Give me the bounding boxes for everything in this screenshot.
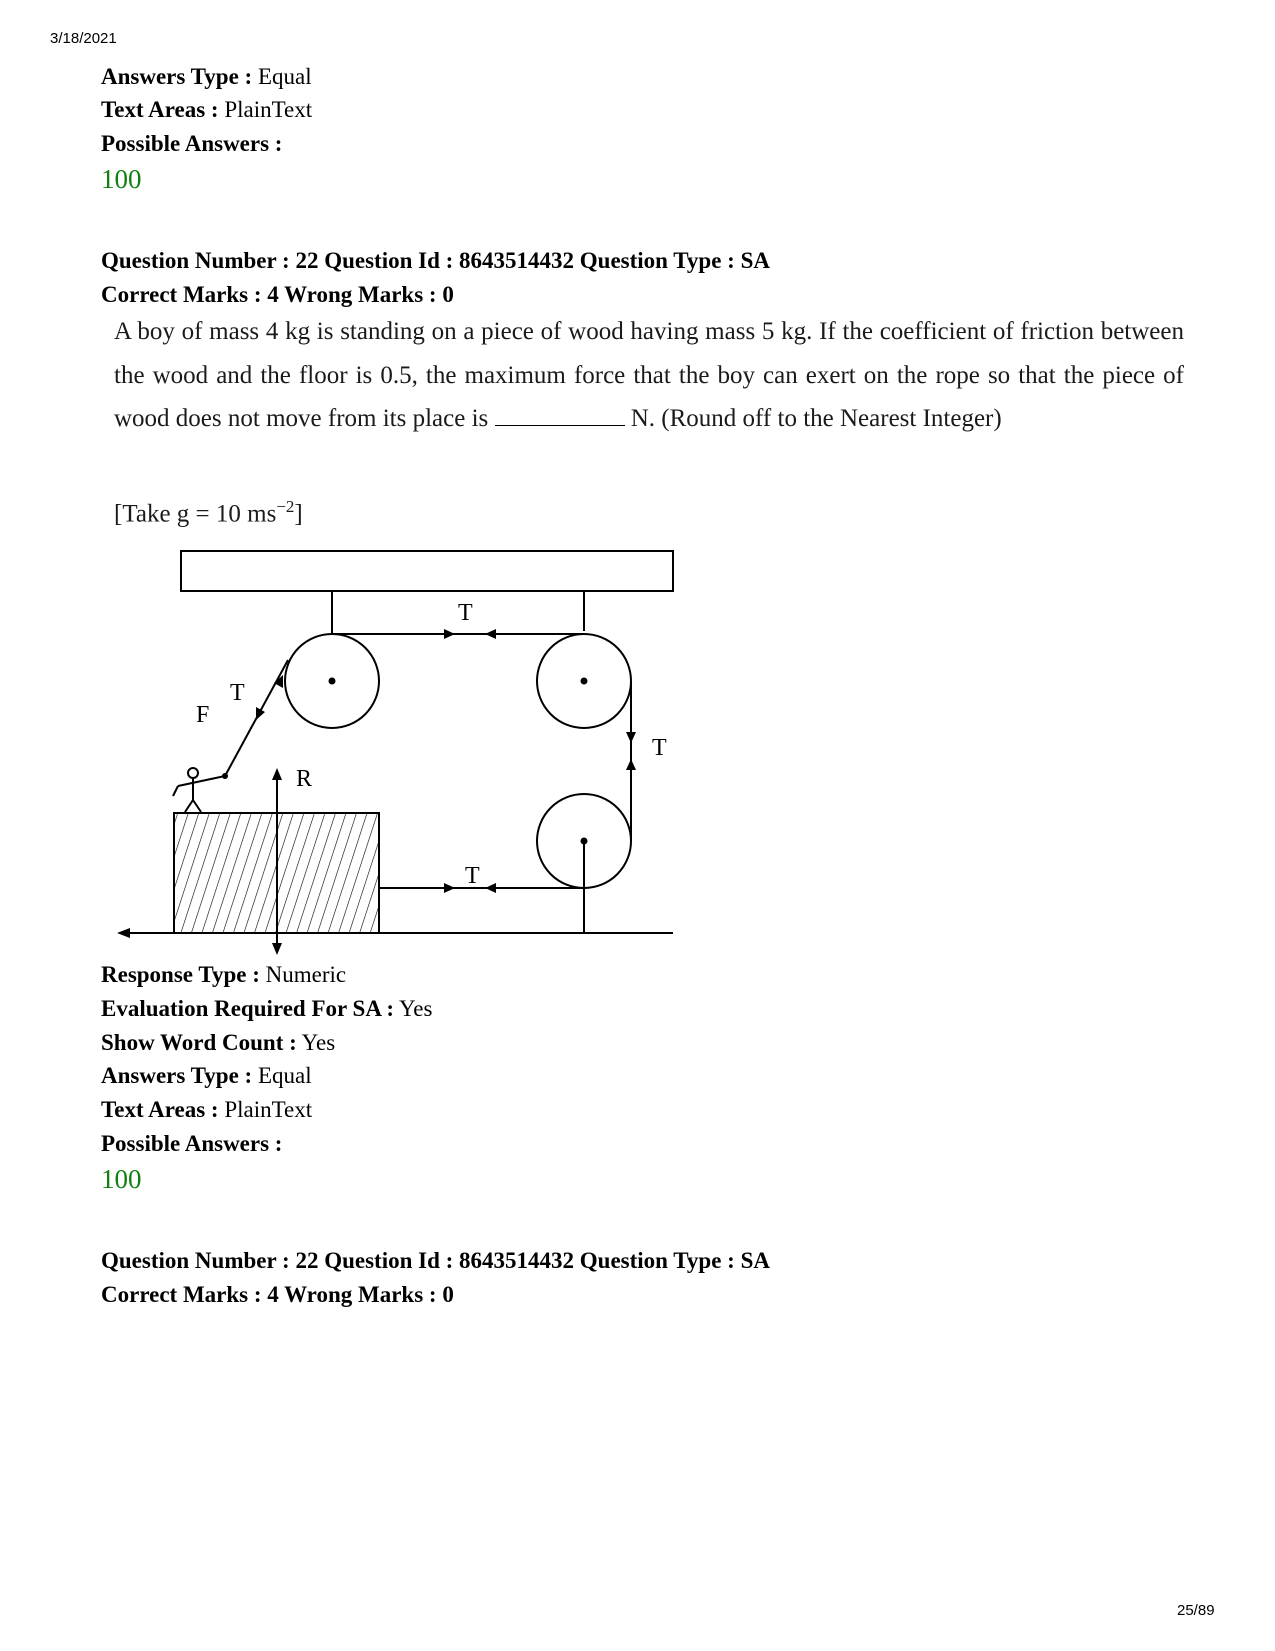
evaluation-label: Evaluation Required For SA : (101, 996, 395, 1021)
details-possible-answer-value: 100 (101, 1164, 142, 1194)
label-t-left: T (230, 680, 245, 706)
label-t-bottom: T (465, 863, 480, 889)
arrow-reaction-down (272, 943, 282, 955)
evaluation-value: Yes (394, 996, 433, 1021)
word-count-value: Yes (296, 1030, 336, 1055)
question-text-part1: A boy of mass 4 kg is standing on a piece of wood having mass 5 kg. If the coefficient of friction between the wood and the floor is 0.5, the maximum force that the boy can exert on the rope so that the piece of wood does not move from its place is (114, 318, 1184, 432)
text-areas-value: PlainText (218, 97, 313, 122)
evaluation-row (101, 995, 432, 1023)
possible-answer-value: 100 (101, 164, 142, 194)
answers-type-label: Answers Type : (101, 64, 253, 89)
details-answers-type-label: Answers Type : (101, 1063, 253, 1088)
details-text-areas-row (101, 1096, 312, 1124)
response-type-value: Numeric (259, 962, 347, 987)
word-count-row (101, 1029, 335, 1057)
label-r: R (296, 766, 313, 792)
given-constant-prefix: [Take g = 10 ms (114, 500, 277, 528)
details-answers-type-row (101, 1062, 312, 1090)
question-marks-text: Correct Marks : 4 Wrong Marks : 0 (101, 282, 454, 307)
given-constant-exponent: −2 (276, 497, 295, 516)
ceiling-support (181, 551, 673, 591)
label-t-right: T (652, 735, 667, 761)
arrow-bottom-right (444, 883, 455, 893)
label-f: F (196, 702, 210, 728)
next-question-marks (101, 1281, 454, 1309)
given-constant-suffix: ] (294, 500, 303, 528)
question-header-text: Question Number : 22 Question Id : 8643514432 Question Type : SA (101, 248, 770, 273)
answers-type-value: Equal (252, 64, 312, 89)
word-count-label: Show Word Count : (101, 1030, 297, 1055)
details-answers-type-value: Equal (252, 1063, 312, 1088)
page-number: 25/89 (1177, 1602, 1215, 1619)
details-text-areas-value: PlainText (218, 1097, 313, 1122)
details-text-areas-label: Text Areas : (101, 1097, 219, 1122)
text-areas-label: Text Areas : (101, 97, 219, 122)
details-possible-answers-row (101, 1130, 282, 1158)
arrow-top-right (444, 629, 455, 639)
response-type-row (101, 961, 346, 989)
next-question-header-text: Question Number : 22 Question Id : 8643514432 Question Type : SA (101, 1248, 770, 1273)
arrow-bottom-left (485, 883, 496, 893)
arrow-right-down (626, 732, 636, 743)
next-question-marks-text: Correct Marks : 4 Wrong Marks : 0 (101, 1282, 454, 1307)
possible-answers-label: Possible Answers : (101, 131, 283, 156)
response-type-label: Response Type : (101, 962, 260, 987)
next-question-header (101, 1247, 770, 1275)
details-possible-answers-label: Possible Answers : (101, 1131, 283, 1156)
print-date: 3/18/2021 (50, 30, 117, 47)
boy-figure (173, 768, 225, 812)
question-text-part2: N. (Round off to the Nearest Integer) (624, 405, 1002, 432)
arrow-top-left (485, 629, 496, 639)
arrow-reaction-up (272, 768, 282, 780)
label-t-top: T (458, 600, 473, 626)
arrow-right-up (626, 759, 636, 770)
arrow-floor-left (117, 928, 130, 938)
